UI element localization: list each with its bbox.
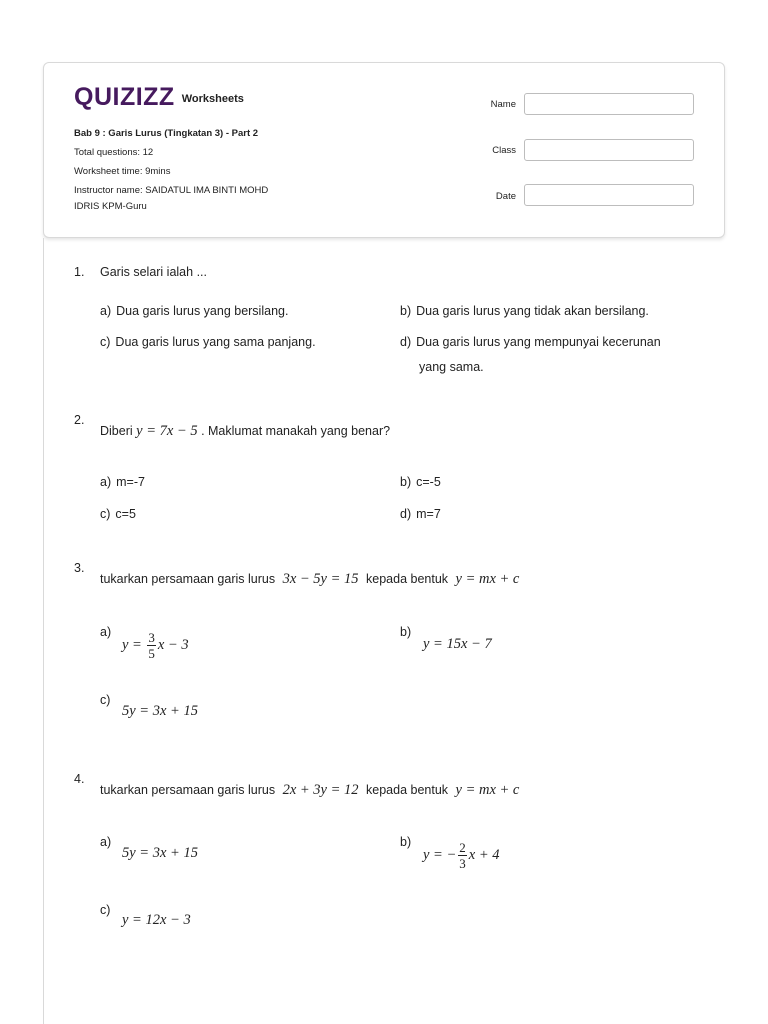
option-label: a) [100, 304, 112, 318]
option-text-cont: yang sama. [419, 360, 484, 374]
option-label: d) [400, 507, 412, 521]
question-text-before: tukarkan persamaan garis lurus [100, 572, 276, 586]
option-label: a) [100, 475, 112, 489]
instructor-name-cont: IDRIS KPM-Guru [74, 201, 147, 212]
equation: 2x + 3y = 12 [282, 782, 359, 798]
option-c[interactable] [100, 502, 136, 527]
option-a[interactable] [100, 470, 145, 495]
total-questions: Total questions: 12 [74, 147, 154, 158]
fraction-numerator: 2 [459, 840, 466, 855]
option-text: Dua garis lurus yang sama panjang. [115, 335, 316, 349]
date-label: Date [495, 191, 516, 202]
option-b-math[interactable] [423, 840, 500, 871]
equation: 3x − 5y = 15 [282, 571, 359, 587]
worksheet-header-card [43, 62, 725, 238]
option-b-math[interactable]: y = 15x − 7 [423, 636, 492, 652]
fraction-denominator: 5 [148, 646, 155, 661]
brand-logo [74, 85, 244, 110]
option-text: Dua garis lurus yang bersilang. [116, 304, 289, 318]
fraction [147, 630, 156, 661]
option-text: m=-7 [116, 475, 145, 489]
option-c[interactable] [100, 330, 316, 355]
name-field[interactable] [524, 93, 694, 115]
name-label: Name [490, 99, 516, 110]
option-a-math[interactable] [122, 630, 189, 661]
question-text-before: Diberi [100, 424, 133, 438]
option-label: b) [400, 304, 412, 318]
option-a-math[interactable]: 5y = 3x + 15 [122, 845, 198, 861]
option-label: c) [100, 507, 111, 521]
option-label: b) [400, 475, 412, 489]
option-c-math[interactable]: y = 12x − 3 [122, 912, 191, 928]
option-d[interactable] [400, 502, 441, 527]
class-label: Class [492, 145, 516, 156]
date-field[interactable] [524, 184, 694, 206]
question-text [100, 571, 519, 588]
fraction [458, 840, 467, 871]
option-rhs: x + 4 [468, 846, 500, 863]
option-lhs: y = [122, 636, 142, 653]
question-text [100, 782, 519, 799]
option-b[interactable] [400, 299, 649, 324]
question-text: Garis selari ialah ... [100, 265, 207, 279]
worksheet-title: Bab 9 : Garis Lurus (Tingkatan 3) - Part 2 [74, 128, 259, 139]
option-c-label[interactable]: c) [100, 903, 111, 917]
option-b-label[interactable]: b) [400, 835, 412, 849]
option-d[interactable] [400, 330, 661, 380]
option-text: Dua garis lurus yang tidak akan bersilang. [416, 304, 649, 318]
option-lhs: y = − [423, 846, 457, 863]
option-text: c=-5 [416, 475, 441, 489]
quizizz-logo: QUIZIZZ [74, 83, 175, 111]
option-b-label[interactable]: b) [400, 625, 412, 639]
question-number: 1. [74, 265, 85, 279]
fraction-denominator: 3 [459, 856, 466, 871]
option-text: m=7 [416, 507, 441, 521]
option-a-label[interactable]: a) [100, 835, 112, 849]
question-text [100, 423, 390, 440]
question-number: 4. [74, 772, 85, 786]
equation: y = 7x − 5 [136, 423, 198, 439]
instructor-name: Instructor name: SAIDATUL IMA BINTI MOHD [74, 185, 269, 196]
option-text: c=5 [115, 507, 136, 521]
target-form: y = mx + c [455, 571, 520, 587]
option-label: d) [400, 335, 412, 349]
class-field[interactable] [524, 139, 694, 161]
option-c-label[interactable]: c) [100, 693, 111, 707]
page-left-border [43, 238, 44, 1024]
question-text-mid: kepada bentuk [366, 783, 449, 797]
option-a[interactable] [100, 299, 288, 324]
option-text: Dua garis lurus yang mempunyai kecerunan [416, 335, 661, 349]
fraction-numerator: 3 [148, 630, 155, 645]
option-a-label[interactable]: a) [100, 625, 112, 639]
question-text-mid: kepada bentuk [366, 572, 449, 586]
question-text-after: . Maklumat manakah yang benar? [201, 424, 391, 438]
option-c-math[interactable]: 5y = 3x + 15 [122, 703, 198, 719]
question-text-before: tukarkan persamaan garis lurus [100, 783, 276, 797]
option-label: c) [100, 335, 111, 349]
option-b[interactable] [400, 470, 441, 495]
worksheet-time: Worksheet time: 9mins [74, 166, 171, 177]
question-number: 2. [74, 413, 85, 427]
target-form: y = mx + c [455, 782, 520, 798]
question-number: 3. [74, 561, 85, 575]
brand-tag: Worksheets [181, 92, 244, 105]
option-rhs: x − 3 [157, 636, 189, 653]
